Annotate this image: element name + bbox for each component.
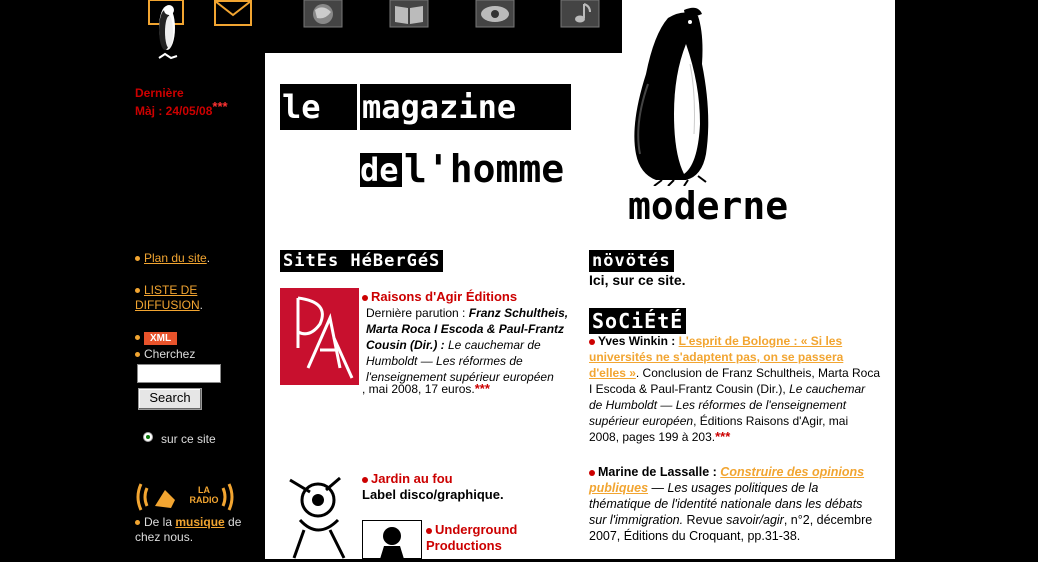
society-italic-2: — Les usages politiques de la thématique de l'identité nationale dans les débats sur l'immigration. bbox=[589, 481, 863, 527]
society-text-1: . Conclusion de Franz Schultheis, Marta Roca I Escoda & Paul-Frantz Cousin (Dir.), bbox=[589, 366, 881, 396]
radio-item bbox=[135, 515, 260, 545]
bullet-icon bbox=[135, 335, 140, 340]
underground-item bbox=[426, 522, 536, 554]
book-icon[interactable] bbox=[389, 0, 429, 31]
book-title: Le cauchemar de Humboldt — Les réformes de l'enseignement supérieur européen bbox=[366, 338, 554, 384]
society-stars-1: *** bbox=[715, 429, 731, 444]
radio-logo-text: LA RADIO bbox=[189, 485, 219, 505]
mail-icon[interactable] bbox=[214, 0, 252, 29]
last-update bbox=[135, 84, 228, 120]
bullet-icon bbox=[135, 520, 140, 525]
eye-icon[interactable] bbox=[475, 0, 515, 31]
society-italic-1: Le cauchemar de Humboldt — Les réformes de l'enseignement supérieur européen bbox=[589, 382, 866, 428]
jardin-au-fou-desc: Label disco/graphique. bbox=[362, 487, 504, 502]
plan-suffix: . bbox=[206, 251, 211, 265]
jardin-au-fou-item bbox=[362, 471, 572, 503]
news-text: Ici, sur ce site. bbox=[589, 272, 686, 288]
search-label: Cherchez bbox=[144, 347, 196, 361]
radio-suffix: de chez nous. bbox=[135, 515, 242, 544]
search-input[interactable] bbox=[137, 364, 221, 383]
last-update-label: Dernière bbox=[135, 86, 184, 100]
radio-prefix: De la bbox=[144, 515, 176, 529]
hosted-sites-heading: SitEs HéBerGéS bbox=[280, 250, 443, 272]
xml-feed-badge[interactable]: XML bbox=[144, 332, 177, 345]
title-moderne: moderne bbox=[628, 184, 789, 228]
news-heading: növötés bbox=[589, 250, 674, 272]
raisons-agir-title[interactable]: Raisons d'Agir Éditions bbox=[371, 289, 518, 304]
mailing-list-suffix: . bbox=[199, 298, 204, 312]
bullet-icon bbox=[362, 295, 368, 301]
society-heading: SoCiÉtÉ bbox=[589, 308, 686, 334]
book-stars: *** bbox=[474, 381, 490, 396]
bullet-icon bbox=[589, 339, 595, 345]
search-label-item bbox=[135, 347, 195, 362]
bullet-icon bbox=[135, 256, 140, 261]
penguin-illustration-icon bbox=[628, 4, 720, 189]
mailing-list-link[interactable]: LISTE DE bbox=[144, 283, 198, 297]
title-le: le bbox=[280, 84, 357, 130]
mailing-list-item bbox=[135, 283, 203, 313]
society-author-2: Marine de Lassalle : bbox=[598, 465, 717, 479]
bullet-icon bbox=[135, 352, 140, 357]
title-magazine: magazine bbox=[360, 84, 571, 130]
raisons-agir-item bbox=[362, 289, 572, 385]
update-stars: *** bbox=[212, 99, 228, 114]
underground-title[interactable]: Underground Productions bbox=[426, 522, 518, 553]
plan-link[interactable]: Plan du site bbox=[144, 251, 207, 265]
society-italic-2b: savoir/agir bbox=[726, 513, 784, 527]
site-radio[interactable] bbox=[143, 432, 153, 442]
bullet-icon bbox=[362, 477, 368, 483]
society-text-1b: , Éditions Raisons d'Agir, mai 2008, pages 199 à 203. bbox=[589, 414, 849, 444]
authors: Franz Schultheis, Marta Roca I Escoda & Paul-Frantz Cousin (Dir.) : bbox=[366, 306, 569, 352]
search-button[interactable]: Search bbox=[138, 388, 202, 410]
underground-logo[interactable] bbox=[362, 520, 422, 562]
xml-item bbox=[135, 330, 177, 345]
plan-item bbox=[135, 251, 210, 266]
last-update-date: Màj : 24/05/08 bbox=[135, 104, 213, 118]
latest-label: Dernière parution : bbox=[366, 306, 469, 320]
bullet-icon bbox=[589, 470, 595, 476]
bullet-icon bbox=[426, 528, 432, 534]
penguin-icon[interactable] bbox=[145, 0, 187, 65]
title-de: de bbox=[360, 153, 402, 187]
book-price-line bbox=[280, 381, 580, 397]
music-note-icon[interactable] bbox=[560, 0, 600, 31]
society-text-2: Revue bbox=[683, 513, 727, 527]
mailing-list-link-2[interactable]: DIFFUSION bbox=[135, 298, 200, 312]
book-price-text: , mai 2008, 17 euros. bbox=[362, 382, 475, 396]
society-link-1[interactable]: L'esprit de Bologne : « Si les universités ne s'adaptent pas, on se passera d'elles » bbox=[589, 334, 844, 380]
society-author-1: Yves Winkin : bbox=[598, 334, 676, 348]
society-item-2 bbox=[589, 464, 881, 544]
jardin-au-fou-logo[interactable] bbox=[280, 470, 358, 562]
society-text-2b: , n°2, décembre 2007, Éditions du Croquant, pp.31-38. bbox=[589, 513, 873, 543]
bullet-icon bbox=[135, 288, 140, 293]
title-homme: l'homme bbox=[404, 147, 565, 191]
jardin-au-fou-title[interactable]: Jardin au fou bbox=[371, 471, 453, 486]
music-link[interactable]: musique bbox=[175, 515, 225, 529]
raisons-agir-logo[interactable] bbox=[280, 288, 359, 388]
society-item-1 bbox=[589, 333, 881, 445]
society-link-2[interactable]: Construire des opinions publiques bbox=[589, 465, 865, 495]
site-radio-label: sur ce site bbox=[161, 432, 216, 446]
globe-icon[interactable] bbox=[303, 0, 343, 31]
